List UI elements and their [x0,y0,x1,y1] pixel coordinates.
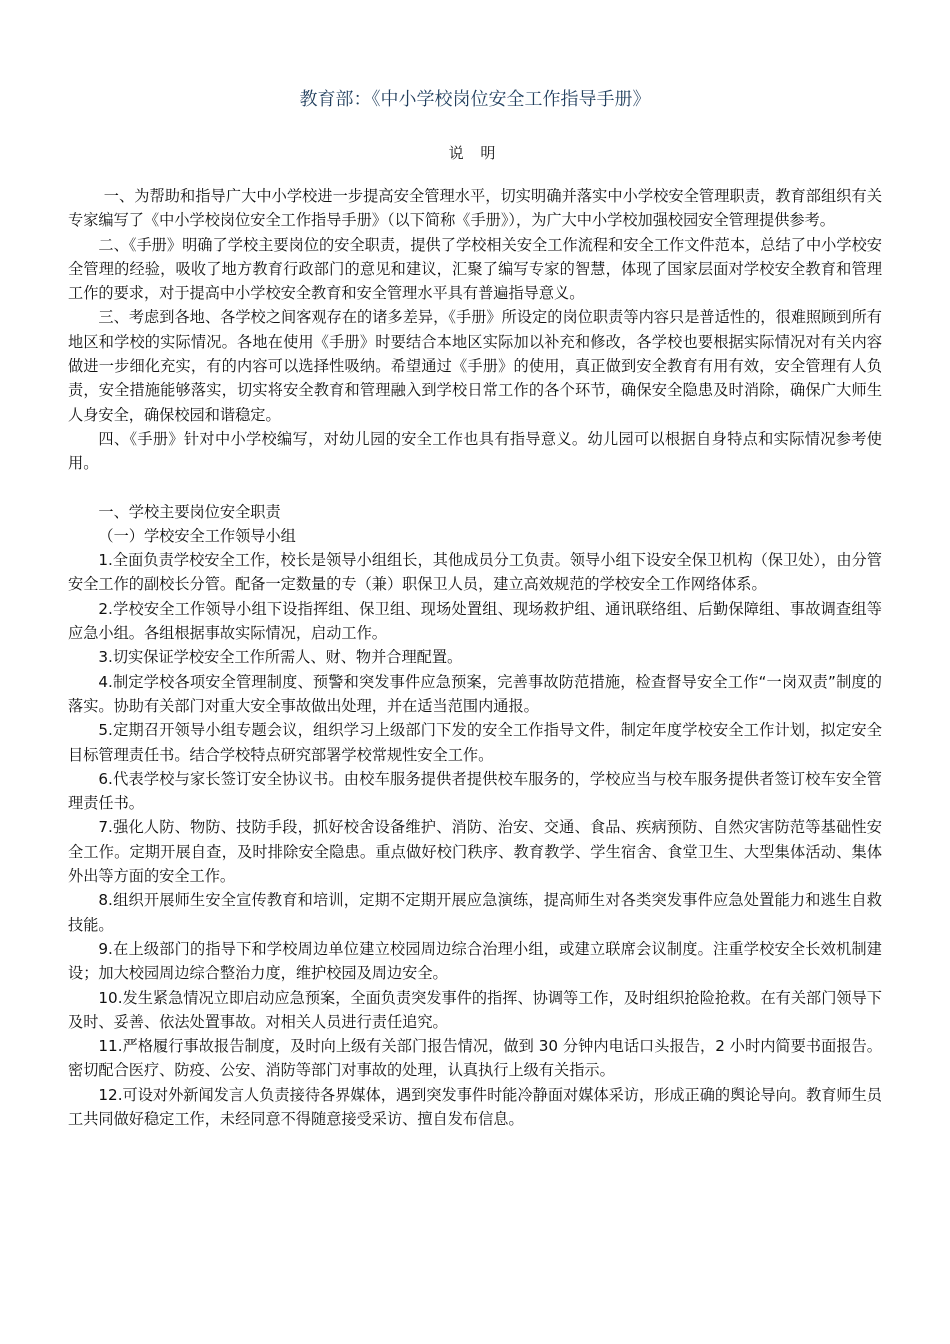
duty-list [68,548,882,1131]
intro-paragraph: 二、《手册》明确了学校主要岗位的安全职责，提供了学校相关安全工作流程和安全工作文件范本，总结了中小学校安全管理的经验，吸收了地方教育行政部门的意见和建议，汇聚了编写专家的智慧，体现了国家层面对学校安全教育和管理工作的要求，对于提高中小学校安全教育和安全管理水平具有普遍指导意义。 [68,235,882,303]
section-spacer [68,476,882,500]
duty-item: 12.可设对外新闻发言人负责接待各界媒体，遇到突发事件时能冷静面对媒体采访，形成正确的舆论导向。教育师生员工共同做好稳定工作，未经同意不得随意接受采访、擅自发布信息。 [68,1085,882,1128]
document-page [68,86,882,1131]
duty-item: 5.定期召开领导小组专题会议，组织学习上级部门下发的安全工作指导文件，制定年度学校安全工作计划，拟定安全目标管理责任书。结合学校特点研究部署学校常规性安全工作。 [68,721,882,764]
intro-section [68,184,882,476]
section-heading: 一、学校主要岗位安全职责 [98,502,281,521]
intro-paragraph: 一、为帮助和指导广大中小学校进一步提高安全管理水平，切实明确并落实中小学校安全管理职责，教育部组织有关专家编写了《中小学校岗位安全工作指导手册》（以下简称《手册》），为广大中小学校加强校园安全管理提供参考。 [68,187,882,230]
intro-paragraph: 三、考虑到各地、各学校之间客观存在的诸多差异，《手册》所设定的岗位职责等内容只是普适性的，很难照顾到所有地区和学校的实际情况。各地在使用《手册》时要结合本地区实际加以补充和修改，各学校也要根据实际情况对有关内容做进一步细化充实，有的内容可以选择性吸纳。希望通过《手册》的使用，真正做到安全教育有用有效，安全管理有人负责，安全措施能够落实，切实将安全教育和管理融入到学校日常工作的各个环节，确保安全隐患及时消除，确保广大师生人身安全，确保校园和谐稳定。 [68,308,882,424]
duty-item: 7.强化人防、物防、技防手段，抓好校舍设备维护、消防、治安、交通、食品、疾病预防、自然灾害防范等基础性安全工作。定期开展自查，及时排除安全隐患。重点做好校门秩序、教育教学、学生宿舍、食堂卫生、大型集体活动、集体外出等方面的安全工作。 [68,818,882,886]
document-title: 教育部：《中小学校岗位安全工作指导手册》 [299,89,651,110]
duty-item: 1.全面负责学校安全工作，校长是领导小组组长，其他成员分工负责。领导小组下设安全保卫机构（保卫处），由分管安全工作的副校长分管。配备一定数量的专（兼）职保卫人员，建立高效规范的学校安全工作网络体系。 [68,551,882,594]
document-subtitle: 说 明 [448,144,502,162]
duty-item: 3.切实保证学校安全工作所需人、财、物并合理配置。 [98,648,463,667]
duty-item: 4.制定学校各项安全管理制度、预警和突发事件应急预案，完善事故防范措施，检查督导安全工作“一岗双责”制度的落实。协助有关部门对重大安全事故做出处理，并在适当范围内通报。 [68,672,882,715]
duty-item: 2.学校安全工作领导小组下设指挥组、保卫组、现场处置组、现场救护组、通讯联络组、后勤保障组、事故调查组等应急小组。各组根据事故实际情况，启动工作。 [68,599,882,643]
duty-item: 9.在上级部门的指导下和学校周边单位建立校园周边综合治理小组，或建立联席会议制度。注重学校安全长效机制建设；加大校园周边综合整治力度，维护校园及周边安全。 [68,939,882,983]
duty-item: 6.代表学校与家长签订安全协议书。由校车服务提供者提供校车服务的，学校应当与校车服务提供者签订校车安全管理责任书。 [68,769,882,813]
intro-paragraph: 四、《手册》针对中小学校编写，对幼儿园的安全工作也具有指导意义。幼儿园可以根据自身特点和实际情况参考使用。 [68,429,882,473]
duty-item: 8.组织开展师生安全宣传教育和培训，定期不定期开展应急演练，提高师生对各类突发事件应急处置能力和逃生自救技能。 [68,891,882,934]
duty-item: 11.严格履行事故报告制度，及时向上级有关部门报告情况，做到 30 分钟内电话口头报告，2 小时内简要书面报告。密切配合医疗、防疫、公安、消防等部门对事故的处理，认真执行上级有关指示。 [68,1037,882,1080]
duty-item: 10.发生紧急情况立即启动应急预案，全面负责突发事件的指挥、协调等工作，及时组织抢险抢救。在有关部门领导下及时、妥善、依法处置事故。对相关人员进行责任追究。 [68,988,882,1031]
subsection-heading: （一）学校安全工作领导小组 [98,526,296,545]
